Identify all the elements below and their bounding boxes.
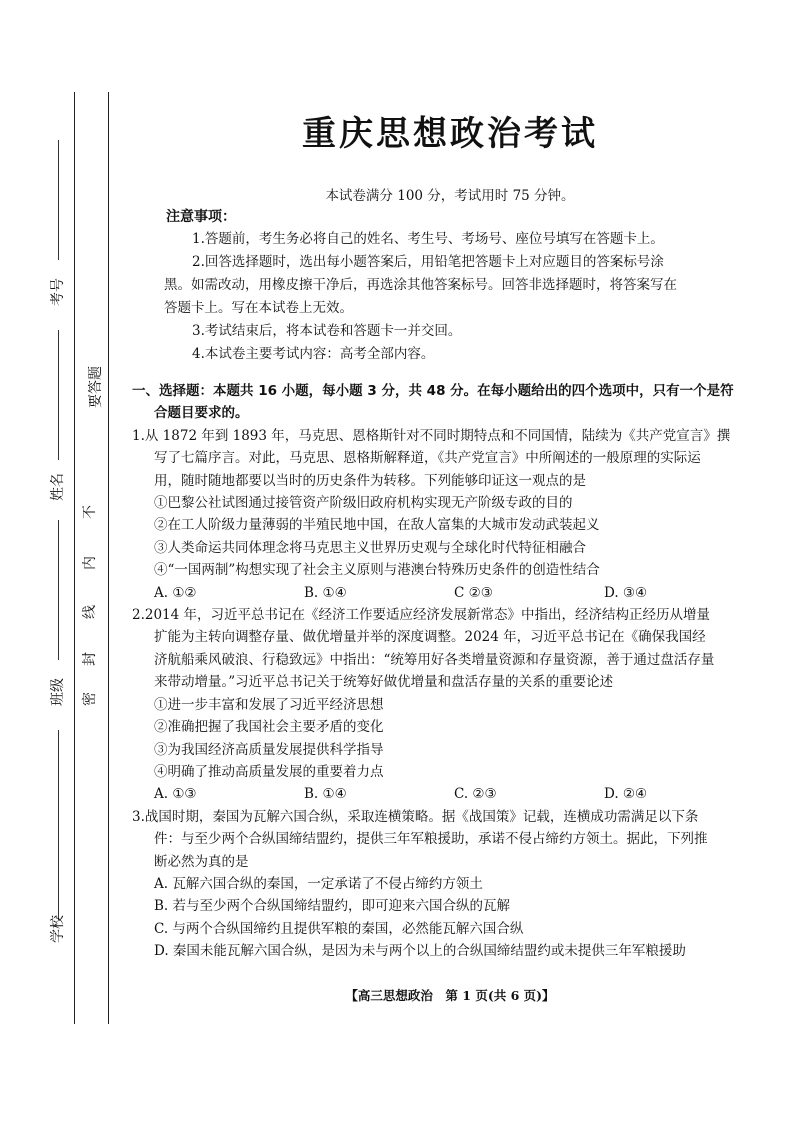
notice-item-3: 3.考试结束后，将本试卷和答题卡一并交回。 [192, 323, 462, 339]
question-1 [132, 425, 754, 604]
choice-d[interactable]: D. 秦国未能瓦解六国合纵，是因为未与两个以上的合纵国缔结盟约或未提供三年军粮援助 [154, 943, 686, 960]
choice-a[interactable]: A. ①② [154, 584, 197, 601]
notice-item-4: 4.本试卷主要考试内容：高考全部内容。 [192, 346, 435, 362]
choice-d[interactable]: D. ②④ [604, 786, 648, 803]
question-stem-line: 来带动增量。”习近平总书记关于统筹好做优增量和盘活存量的关系的重要论述 [154, 674, 614, 691]
answer-choices [132, 783, 754, 805]
seal-text-4: 线 [82, 605, 98, 619]
choice-c[interactable]: C. 与两个合纵国缔约且提供军粮的秦国，必然能瓦解六国合纵 [154, 920, 524, 937]
seal-text-5: 封 [82, 652, 98, 666]
binding-line-outer [74, 92, 75, 1024]
notice-item-1: 1.答题前，考生务必将自己的姓名、考生号、考场号、座位号填写在答题卡上。 [192, 231, 664, 247]
choice-a[interactable]: A. 瓦解六国合纵的秦国，一定承诺了不侵占缔约方领土 [154, 875, 483, 892]
section-heading: 一、选择题：本题共 16 小题，每小题 3 分，共 48 分。在每小题给出的四个选项中，只有一个是符 [132, 383, 734, 399]
choice-b[interactable]: B. 若与至少两个合纵国缔结盟约，即可迎来六国合纵的瓦解 [154, 898, 511, 915]
school-blank[interactable] [58, 730, 59, 920]
name-label: 姓名 [50, 473, 66, 501]
exam-content [132, 380, 754, 963]
question-stem-line: 2.2014 年，习近平总书记在《经济工作要适应经济发展新常态》中指出，经济结构正经历从增量 [132, 607, 711, 624]
exam-title: 重庆思想政治考试 [302, 114, 598, 154]
exam-intro: 本试卷满分 100 分，考试用时 75 分钟。 [325, 188, 575, 204]
choice-b[interactable]: B. ①④ [304, 786, 347, 803]
question-stem-line: 件：与至少两个合纵国缔结盟约，提供三年军粮援助，承诺不侵占缔约方领土。据此，下列推 [154, 831, 708, 848]
choice-c[interactable]: C. ②③ [454, 786, 497, 803]
choice-c[interactable]: C ②③ [454, 584, 493, 601]
exam-number-label: 考号 [50, 278, 66, 306]
seal-text-2: 不 [82, 505, 98, 519]
notice-item-2-end: 答题卡上。写在本试卷上无效。 [164, 300, 353, 316]
question-stem-line: 3.战国时期，秦国为瓦解六国合纵，采取连横策略。据《战国策》记载，连横成功需满足以下条 [132, 808, 699, 825]
choice-d[interactable]: D. ③④ [604, 584, 648, 601]
name-blank[interactable] [58, 330, 59, 460]
statement-item: ③为我国经济高质量发展提供科学指导 [154, 741, 384, 758]
notice-item-2: 2.回答选择题时，选出每小题答案后，用铅笔把答题卡上对应题目的答案标号涂 [192, 254, 664, 270]
class-blank[interactable] [58, 520, 59, 660]
notice-list [164, 228, 724, 366]
exam-number-blank[interactable] [58, 140, 59, 260]
binding-line-inner [108, 92, 109, 1024]
notice-item-2-cont: 黑。如需改动，用橡皮擦干净后，再选涂其他答案标号。回答非选择题时，将答案写在 [164, 277, 677, 293]
statement-item: ②在工人阶级力量薄弱的半殖民地中国，在敌人富集的大城市发动武装起义 [154, 517, 600, 534]
statement-item: ④明确了推动高质量发展的重要着力点 [154, 763, 384, 780]
choice-a[interactable]: A. ①③ [154, 786, 197, 803]
class-label: 班级 [50, 678, 66, 706]
seal-text-1: 要答题 [88, 366, 104, 408]
question-2 [132, 604, 754, 806]
statement-item: ②准确把握了我国社会主要矛盾的变化 [154, 719, 384, 736]
question-stem-line: 1.从 1872 年到 1893 年，马克思、恩格斯针对不同时期特点和不同国情，陆续为《共产党宣言》撰 [132, 427, 731, 444]
question-stem-line: 用，随时随地都要以当时的历史条件为转移。下列能够印证这一观点的是 [154, 472, 586, 489]
answer-choices [132, 582, 754, 604]
question-3 [132, 806, 754, 963]
school-label: 学校 [50, 915, 66, 943]
notice-heading: 注意事项： [166, 209, 236, 225]
seal-text-6: 密 [82, 692, 98, 706]
binding-margin [0, 0, 118, 1122]
question-stem-line: 写了七篇序言。对此，马克思、恩格斯解释道，《共产党宣言》中所阐述的一般原理的实际运 [154, 450, 701, 467]
statement-item: ①进一步丰富和发展了习近平经济思想 [154, 696, 384, 713]
question-stem-line: 断必然为真的是 [154, 853, 249, 870]
statement-item: ④“一国两制”构想实现了社会主义原则与港澳台特殊历史条件的创造性结合 [154, 562, 600, 579]
seal-text-3: 内 [82, 556, 98, 570]
section-heading-cont: 合题目要求的。 [154, 405, 249, 422]
statement-item: ③人类命运共同体理念将马克思主义世界历史观与全球化时代特征相融合 [154, 539, 586, 556]
page-footer: 【高三思想政治 第 1 页(共 6 页)】 [345, 988, 555, 1003]
choice-b[interactable]: B. ①④ [304, 584, 347, 601]
question-stem-line: 济航船乘风破浪、行稳致远》中指出：“统筹用好各类增量资源和存量资源，善于通过盘活存量 [154, 651, 715, 668]
question-stem-line: 扩能为主转向调整存量、做优增量并举的深度调整。2024 年，习近平总书记在《确保我国经 [154, 629, 706, 646]
statement-item: ①巴黎公社试图通过接管资产阶级旧政府机构实现无产阶级专政的目的 [154, 495, 573, 512]
